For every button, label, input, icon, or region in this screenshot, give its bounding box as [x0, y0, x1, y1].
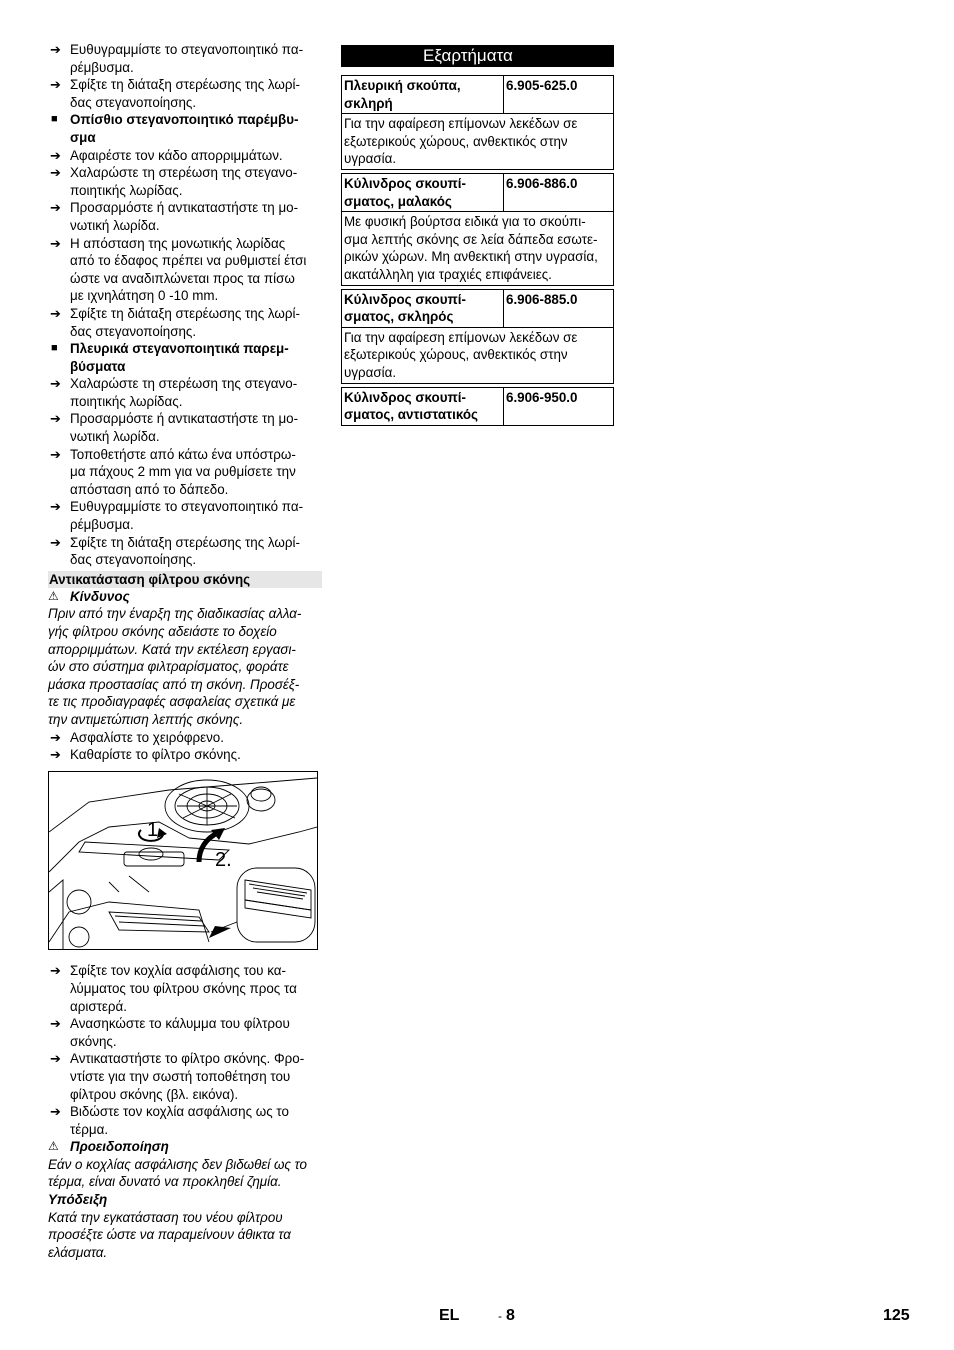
danger-heading: [48, 588, 322, 606]
accessory-entry: [341, 289, 614, 384]
arrow-right-icon: ➔: [50, 305, 61, 321]
arrow-right-icon: ➔: [50, 1104, 61, 1120]
item-text: Η απόσταση της μονωτικής λωρίδας από το έδαφος πρέπει να ρυθμιστεί έτσι ώστε να αναδιπλώνεται προς τα πίσω με ιχνηλάτηση 0 -10 mm.: [70, 235, 307, 304]
arrow-right-icon: ➔: [50, 411, 61, 427]
accessory-header-row: [342, 174, 613, 212]
accessory-name: Κύλινδρος σκουπί- σματος, μαλακός: [342, 174, 504, 211]
accessory-description: Για την αφαίρεση επίμονων λεκέδων σε εξωτερικούς χώρους, ανθεκτικός στην υγρασία.: [344, 116, 578, 167]
warning-text: Εάν ο κοχλίας ασφάλισης δεν βιδωθεί ως το τέρμα, είναι δυνατό να προκληθεί ζημία.: [48, 1156, 307, 1190]
figure-step-2-label: 2.: [215, 848, 232, 871]
instruction-item: [48, 729, 322, 747]
instruction-item: [48, 410, 322, 445]
accessory-header-row: [342, 76, 613, 114]
item-text: Βιδώστε τον κοχλία ασφάλισης ως το τέρμα.: [70, 1104, 289, 1137]
arrow-right-icon: ➔: [50, 376, 61, 392]
instruction-item: [48, 534, 322, 569]
instruction-item: [48, 962, 322, 1015]
instruction-item: [48, 199, 322, 234]
item-text: Προσαρμόστε ή αντικαταστήστε τη μο- νωτική λωρίδα.: [70, 200, 299, 233]
arrow-right-icon: ➔: [50, 1016, 61, 1032]
accessory-description: Με φυσική βούρτσα ειδικά για το σκούπι- σμα λεπτής σκόνης σε λεία δάπεδα εσωτε- ρικών χώρων. Μη ανθεκτική στην υγρασία, ακατάλληλη για τραχιές επιφάνειες.: [344, 214, 598, 282]
item-text: Οπίσθιο στεγανοποιητικό παρέμβυ- σμα: [70, 112, 299, 145]
item-text: Καθαρίστε το φίλτρο σκόνης.: [70, 747, 241, 763]
square-bullet-icon: ■: [51, 113, 58, 126]
arrow-right-icon: ➔: [50, 446, 61, 462]
instruction-item: [48, 1103, 322, 1138]
accessory-name: Κύλινδρος σκουπί- σματος, αντιστατικός: [342, 388, 504, 425]
item-text: Σφίξτε τον κοχλία ασφάλισης του κα- λύμματος του φίλτρου σκόνης προς τα αριστερά.: [70, 963, 297, 1014]
accessory-part-number: 6.906-950.0: [506, 389, 578, 405]
item-text: Πλευρικά στεγανοποιητικά παρεμ- βύσματα: [70, 341, 289, 374]
right-column: [341, 45, 614, 429]
item-text: Τοποθετήστε από κάτω ένα υπόστρω- μα πάχους 2 mm για να ρυθμίσετε την απόσταση από το δάπεδο.: [70, 446, 296, 497]
item-text: Χαλαρώστε τη στερέωση της στεγανο- ποιητικής λωρίδας.: [70, 376, 298, 409]
arrow-right-icon: ➔: [50, 534, 61, 550]
subheading-item: [48, 340, 322, 375]
accessory-part-number: 6.906-885.0: [506, 291, 578, 307]
item-text: Αφαιρέστε τον κάδο απορριμμάτων.: [70, 147, 283, 163]
instruction-item: [48, 235, 322, 305]
instruction-item: [48, 1050, 322, 1103]
accessory-entry: [341, 387, 614, 426]
instruction-list-c: [48, 962, 322, 1138]
arrow-right-icon: ➔: [50, 42, 61, 57]
section-title-dust-filter: Αντικατάσταση φίλτρου σκόνης: [48, 571, 322, 588]
item-text: Χαλαρώστε τη στερέωση της στεγανο- ποιητικής λωρίδας.: [70, 165, 298, 198]
accessory-header-row: [342, 388, 613, 425]
item-text: Ασφαλίστε το χειρόφρενο.: [70, 729, 224, 745]
item-text: Αντικαταστήστε το φίλτρο σκόνης. Φρο- ντίστε για την σωστή τοποθέτηση του φίλτρου σκόνης (βλ. εικόνα).: [70, 1051, 305, 1102]
instruction-item: [48, 76, 322, 111]
left-column: [48, 41, 322, 1261]
subheading-item: [48, 111, 322, 146]
warning-heading: [48, 1138, 322, 1156]
note-label: Υπόδειξη: [48, 1192, 108, 1208]
instruction-item: [48, 305, 322, 340]
warning-triangle-icon: ⚠: [48, 588, 59, 603]
square-bullet-icon: ■: [51, 342, 58, 355]
accessory-part-number: 6.905-625.0: [506, 78, 578, 93]
figure-step-1-label: 1.: [147, 818, 164, 841]
arrow-right-icon: ➔: [50, 747, 61, 763]
note-text: Κατά την εγκατάσταση του νέου φίλτρου προσέξτε ώστε να παραμείνουν άθικτα τα ελάσματα.: [48, 1209, 291, 1260]
arrow-right-icon: ➔: [50, 77, 61, 93]
accessories-table: [341, 75, 614, 426]
instruction-list-b: [48, 729, 322, 764]
footer-page-number: 125: [883, 1307, 910, 1324]
accessory-entry: [341, 75, 614, 170]
accessory-description: Για την αφαίρεση επίμονων λεκέδων σε εξωτερικούς χώρους, ανθεκτικός στην υγρασία.: [344, 329, 578, 380]
danger-text: Πριν από την έναρξη της διαδικασίας αλλα- γής φίλτρου σκόνης αδειάστε το δοχείο απορριμμάτων. Κατά την εκτέλεση εργασι- ών στο σύστημα φιλτραρίσματος, φοράτε μάσκα προστασίας από τη σκόνη. Προσέξ- τε τις προδιαγραφές ασφαλείας σχετικά με την αντιμετώπιση λεπτής σκόνης.: [48, 606, 302, 727]
arrow-right-icon: ➔: [50, 963, 61, 979]
instruction-item: [48, 164, 322, 199]
arrow-right-icon: ➔: [50, 200, 61, 216]
arrow-right-icon: ➔: [50, 165, 61, 181]
arrow-right-icon: ➔: [50, 1051, 61, 1067]
arrow-right-icon: ➔: [50, 499, 61, 515]
item-text: Ανασηκώστε το κάλυμμα του φίλτρου σκόνης.: [70, 1016, 290, 1049]
instruction-list-a: [48, 41, 322, 569]
accessory-part-number: 6.906-886.0: [506, 175, 578, 191]
accessory-name: Πλευρική σκούπα, σκληρή: [342, 76, 504, 113]
danger-label: Κίνδυνος: [70, 588, 130, 604]
arrow-right-icon: ➔: [50, 235, 61, 251]
item-text: Σφίξτε τη διάταξη στερέωσης της λωρί- δας στεγανοποίησης.: [70, 77, 300, 110]
arrow-right-icon: ➔: [50, 729, 61, 745]
item-text: Σφίξτε τη διάταξη στερέωσης της λωρί- δας στεγανοποίησης.: [70, 305, 300, 339]
instruction-item: [48, 375, 322, 410]
dust-filter-illustration: [48, 771, 318, 950]
item-text: Προσαρμόστε ή αντικαταστήστε τη μο- νωτική λωρίδα.: [70, 411, 299, 445]
instruction-item: [48, 446, 322, 499]
accessory-entry: [341, 173, 614, 286]
instruction-item: [48, 41, 322, 76]
item-text: Ευθυγραμμίστε το στεγανοποιητικό πα- ρέμβυσμα.: [70, 499, 304, 533]
item-text: Σφίξτε τη διάταξη στερέωσης της λωρί- δας στεγανοποίησης.: [70, 534, 300, 568]
footer-section-page: 8: [506, 1307, 515, 1324]
warning-label: Προειδοποίηση: [70, 1139, 169, 1155]
arrow-right-icon: ➔: [50, 147, 61, 163]
warning-triangle-icon: ⚠: [48, 1139, 59, 1154]
instruction-item: [48, 1015, 322, 1050]
accessory-name: Κύλινδρος σκουπί- σματος, σκληρός: [342, 290, 504, 327]
item-text: Ευθυγραμμίστε το στεγανοποιητικό πα- ρέμβυσμα.: [70, 42, 304, 75]
instruction-item: [48, 746, 322, 764]
instruction-item: [48, 147, 322, 165]
accessories-title: Εξαρτήματα: [341, 45, 614, 67]
footer-dash: -: [498, 1309, 502, 1323]
instruction-item: [48, 498, 322, 533]
footer-language: EL: [439, 1307, 460, 1324]
accessory-header-row: [342, 290, 613, 328]
